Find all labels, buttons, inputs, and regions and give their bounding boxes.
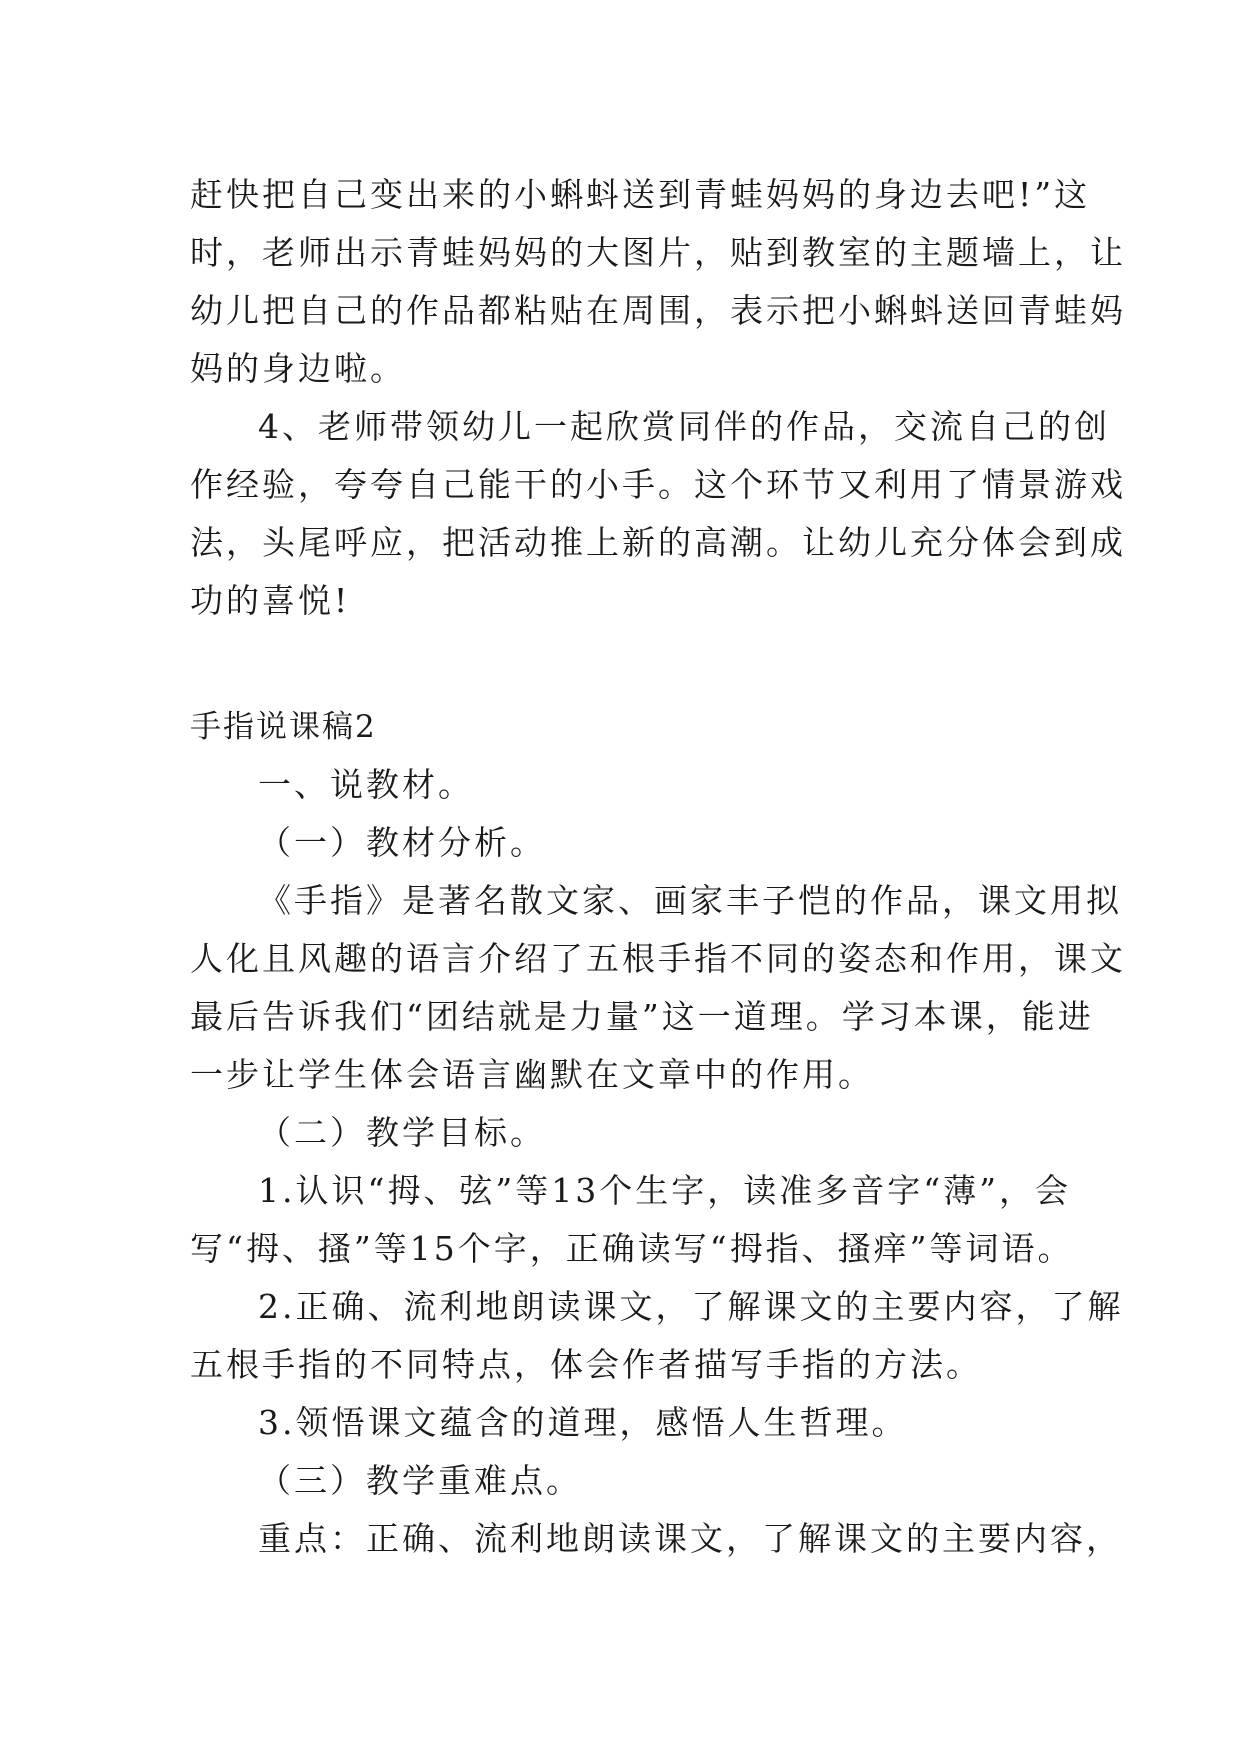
text-line: 时，老师出示青蛙妈妈的大图片，贴到教室的主题墙上，让 — [190, 233, 1126, 272]
text-line: 功的喜悦! — [190, 581, 351, 620]
goal-1-line: 写“拇、搔”等15个字，正确读写“拇指、搔痒”等词语。 — [190, 1229, 1074, 1268]
goal-1-line: 1.认识“拇、弦”等13个生字，读准多音字“薄”，会 — [258, 1171, 1071, 1210]
heading-3: （二）教学目标。 — [258, 1113, 546, 1152]
heading-4: （三）教学重难点。 — [258, 1461, 582, 1500]
section-gap — [190, 630, 1060, 698]
text-line: 4、老师带领幼儿一起欣赏同伴的作品，交流自己的创 — [258, 407, 1110, 446]
text-line: 法，头尾呼应，把活动推上新的高潮。让幼儿充分体会到成 — [190, 523, 1126, 562]
text-line: 人化且风趣的语言介绍了五根手指不同的姿态和作用，课文 — [190, 939, 1126, 978]
heading-1: 一、说教材。 — [258, 765, 474, 804]
document-page — [190, 158, 1126, 1568]
goal-2-line: 2.正确、流利地朗读课文，了解课文的主要内容，了解 — [258, 1287, 1124, 1326]
text-line: 赶快把自己变出来的小蝌蚪送到青蛙妈妈的身边去吧!”这 — [190, 175, 1091, 214]
section-title: 手指说课稿2 — [190, 709, 377, 745]
goal-2-line: 五根手指的不同特点，体会作者描写手指的方法。 — [190, 1345, 982, 1384]
text-line: 作经验，夸夸自己能干的小手。这个环节又利用了情景游戏 — [190, 465, 1126, 504]
goal-3-line: 3.领悟课文蕴含的道理，感悟人生哲理。 — [258, 1403, 908, 1442]
text-line: 最后告诉我们“团结就是力量”这一道理。学习本课，能进 — [190, 997, 1094, 1036]
key-point-line: 重点：正确、流利地朗读课文，了解课文的主要内容， — [258, 1519, 1122, 1558]
text-line: 一步让学生体会语言幽默在文章中的作用。 — [190, 1055, 874, 1094]
text-line: 幼儿把自己的作品都粘贴在周围，表示把小蝌蚪送回青蛙妈 — [190, 291, 1126, 330]
heading-2: （一）教材分析。 — [258, 823, 546, 862]
text-line: 《手指》是著名散文家、画家丰子恺的作品，课文用拟 — [258, 881, 1122, 920]
text-line: 妈的身边啦。 — [190, 349, 406, 388]
